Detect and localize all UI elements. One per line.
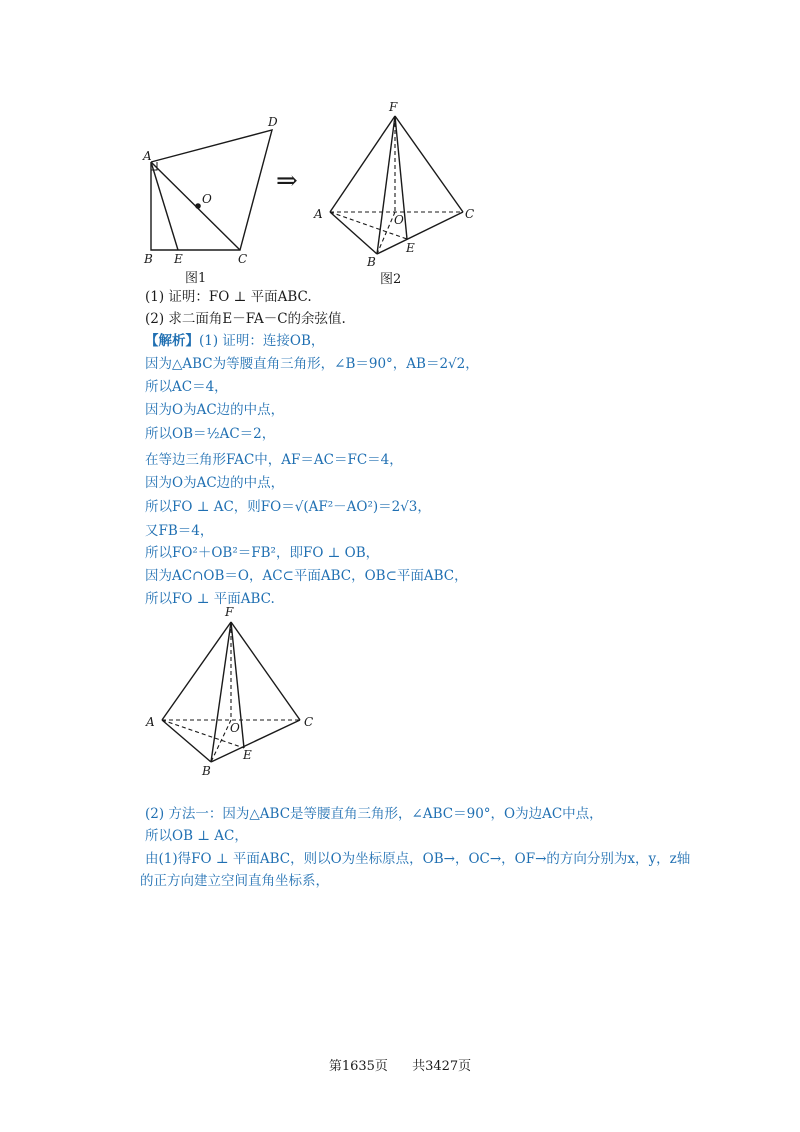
fig3-label-a: A bbox=[146, 715, 155, 729]
fig1-label-c: C bbox=[238, 252, 248, 266]
fig1-label-o: O bbox=[202, 192, 212, 206]
solution2-line-0: (2) 方法一：因为△ABC是等腰直角三角形，∠ABC＝90°，O为边AC中点， bbox=[145, 806, 603, 822]
solution-line-5: 在等边三角形FAC中，AF＝AC＝FC＝4， bbox=[145, 452, 403, 468]
fig2-caption: 图2 bbox=[380, 272, 402, 287]
question-1: (1) 证明：FO ⊥ 平面ABC. bbox=[145, 289, 312, 305]
solution-line-8: 又FB＝4， bbox=[145, 523, 214, 539]
fig2-label-f: F bbox=[389, 100, 398, 114]
question-2: (2) 求二面角E－FA－C的余弦值. bbox=[145, 311, 346, 327]
fig1-caption: 图1 bbox=[185, 271, 207, 286]
fig2-label-e: E bbox=[406, 241, 415, 255]
fig1-label-e: E bbox=[174, 252, 183, 266]
fig1-label-d: D bbox=[268, 115, 278, 129]
solution-line-9: 所以FO²＋OB²＝FB²，即FO ⊥ OB， bbox=[145, 545, 380, 561]
solution-line-10: 因为AC∩OB＝O，AC⊂平面ABC，OB⊂平面ABC， bbox=[145, 568, 468, 584]
figure-3 bbox=[140, 600, 330, 780]
solution-line-6: 因为O为AC边的中点， bbox=[145, 475, 285, 491]
page-total: 共3427页 bbox=[412, 1059, 472, 1074]
solution2-line-1: 所以OB ⊥ AC， bbox=[145, 828, 248, 844]
fig3-label-o: O bbox=[230, 721, 240, 735]
fig2-label-b: B bbox=[367, 255, 376, 269]
fig3-label-f: F bbox=[225, 605, 234, 619]
page-footer bbox=[0, 1055, 800, 1074]
solution-line-2: 所以AC＝4， bbox=[145, 379, 228, 395]
solution-line-3: 因为O为AC边的中点， bbox=[145, 402, 285, 418]
page-number: 第1635页 bbox=[328, 1059, 388, 1074]
solution-line-4: 所以OB＝½AC＝2， bbox=[145, 426, 276, 442]
implies-arrow: ⇒ bbox=[276, 166, 298, 196]
fig2-label-c: C bbox=[465, 207, 475, 221]
solution-line-0: (1) 证明：连接OB， bbox=[199, 333, 325, 349]
figure-1 bbox=[140, 110, 290, 290]
solution-line-7: 所以FO ⊥ AC，则FO＝√(AF²－AO²)＝2√3， bbox=[145, 499, 431, 515]
fig1-label-b: B bbox=[144, 252, 153, 266]
fig2-label-o: O bbox=[394, 213, 404, 227]
fig2-label-a: A bbox=[314, 207, 323, 221]
fig1-label-a: A bbox=[143, 149, 152, 163]
solution-line-11: 所以FO ⊥ 平面ABC. bbox=[145, 591, 275, 607]
fig3-label-e: E bbox=[243, 748, 252, 762]
fig3-label-c: C bbox=[304, 715, 314, 729]
solution-line-1: 因为△ABC为等腰直角三角形，∠B＝90°，AB＝2√2， bbox=[145, 356, 479, 372]
solution2-line-2: 由(1)得FO ⊥ 平面ABC，则以O为坐标原点，OB→，OC→，OF→的方向分别为x，y，z轴 bbox=[145, 851, 691, 867]
solution-tag: 【解析】 bbox=[145, 333, 199, 349]
fig3-label-b: B bbox=[202, 764, 211, 778]
figure-2 bbox=[310, 98, 485, 288]
solution2-line-3: 的正方向建立空间直角坐标系， bbox=[140, 873, 329, 889]
